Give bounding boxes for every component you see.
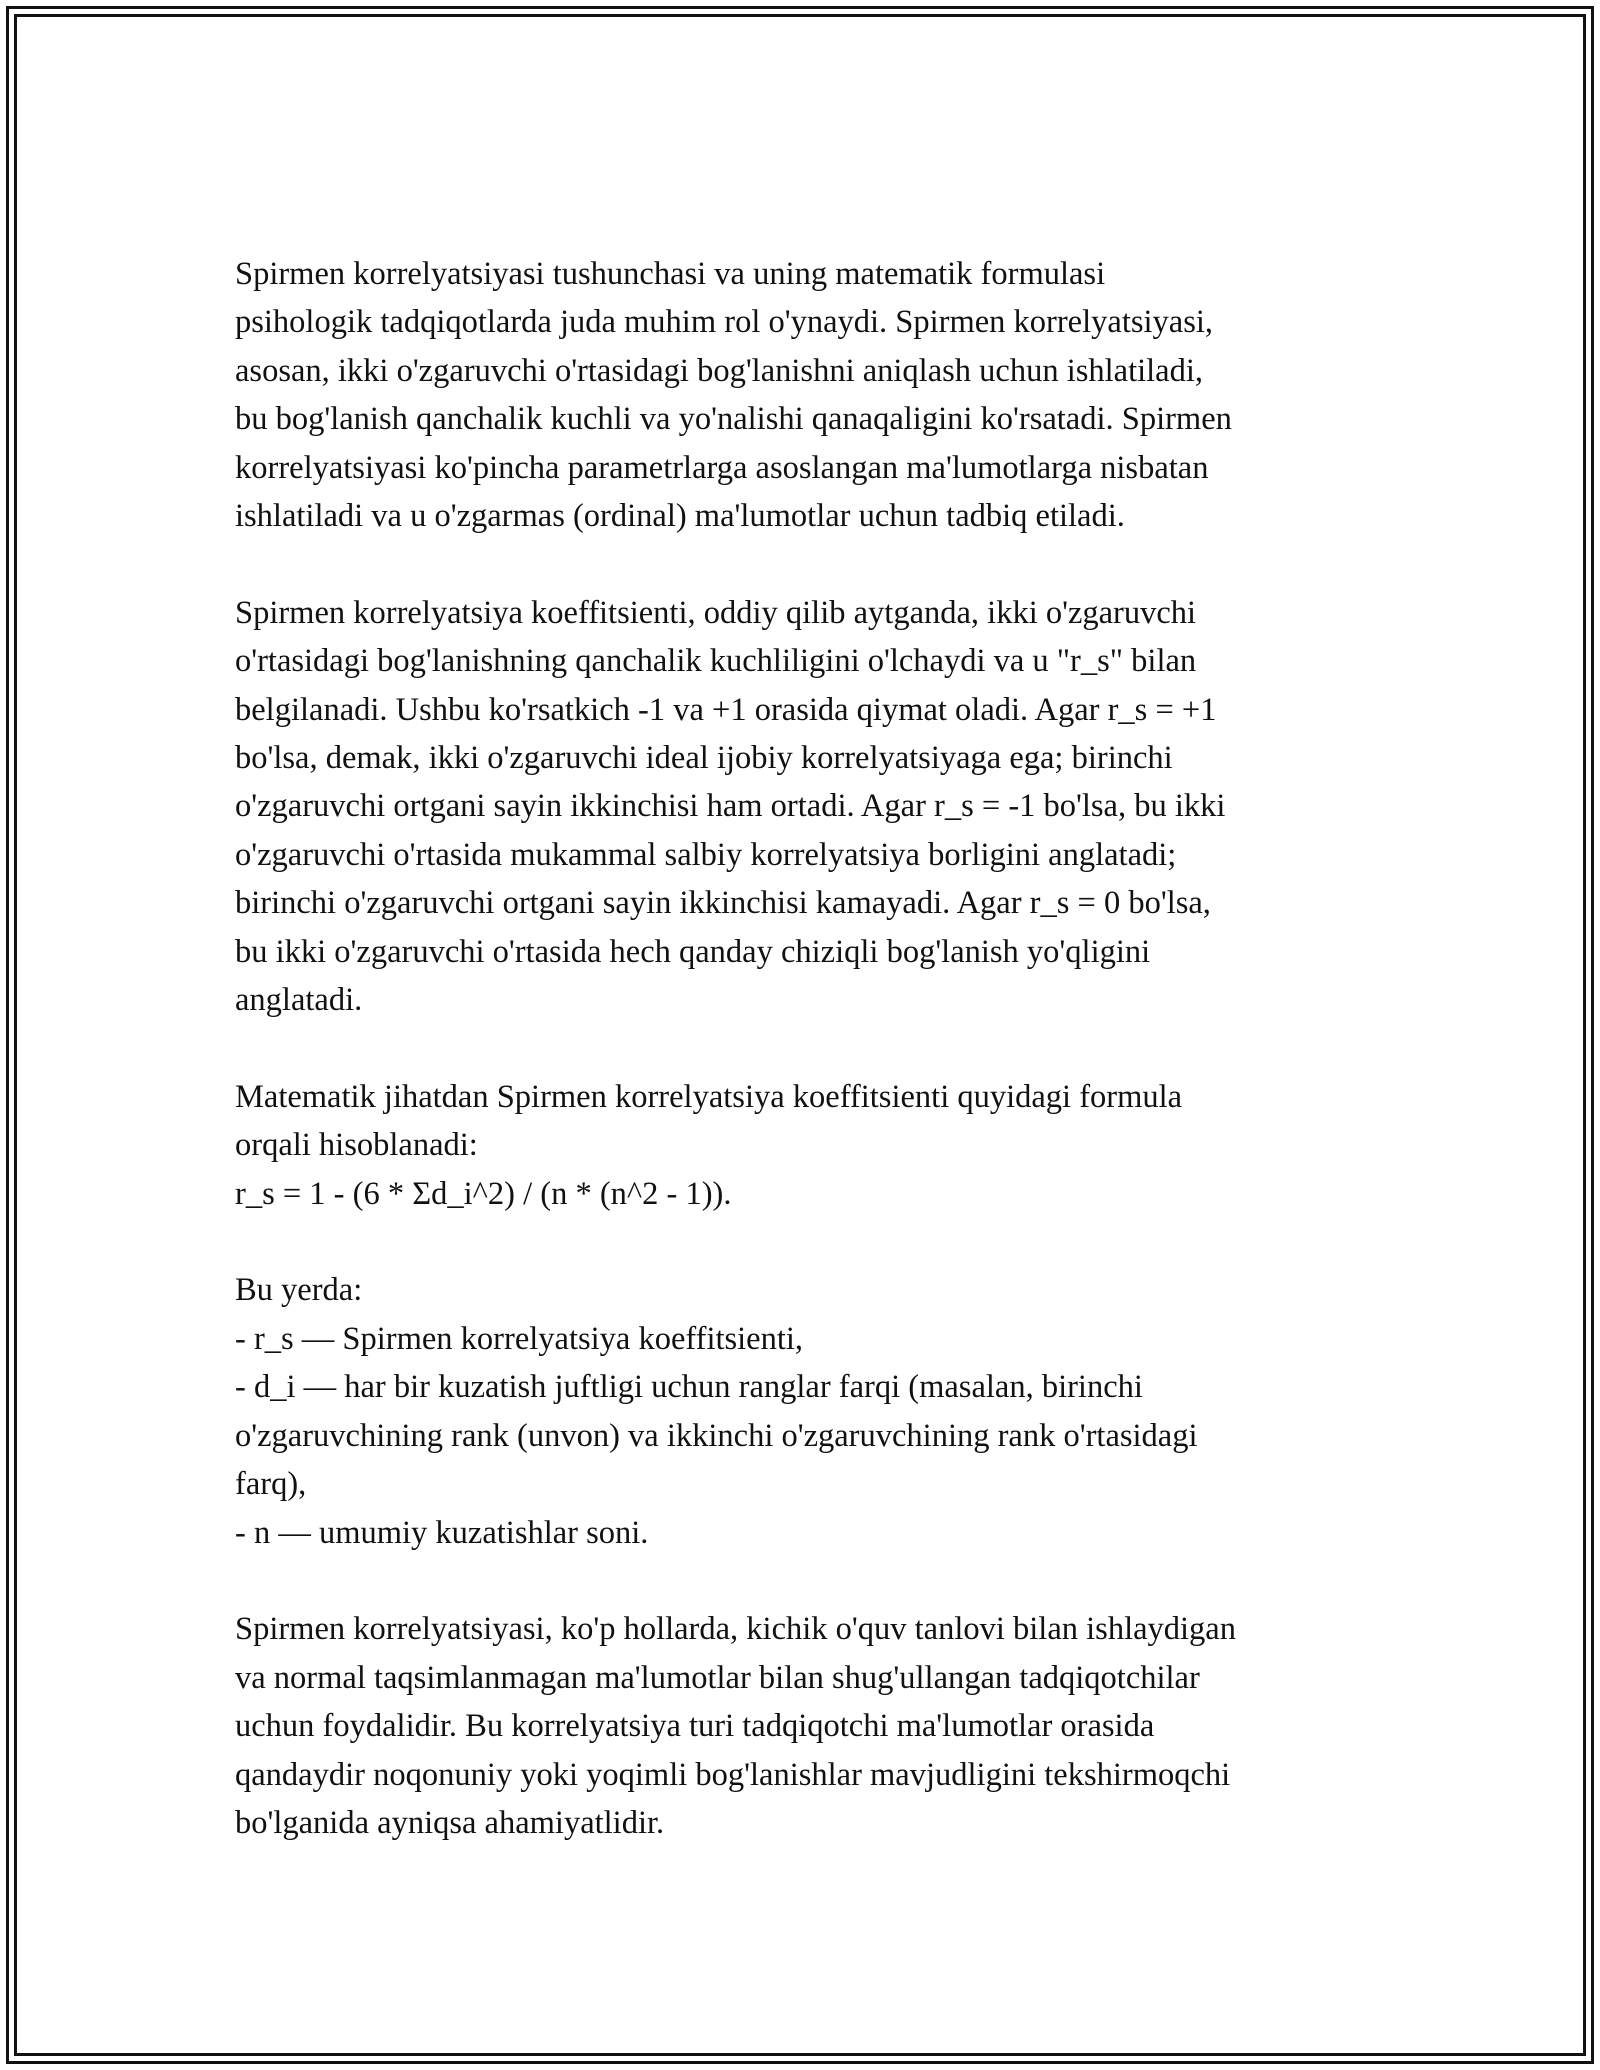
text-line: qandaydir noqonuniy yoki yoqimli bog'lanishlar mavjudligini tekshirmoqchi [235, 1756, 1231, 1793]
text-line: Bu yerda: [235, 1272, 363, 1309]
text-line: belgilanadi. Ushbu ko'rsatkich -1 va +1 orasida qiymat oladi. Agar r_s = +1 [235, 691, 1217, 728]
text-line: farq), [235, 1466, 307, 1503]
paragraph-conclusion [235, 1605, 1415, 1847]
text-line: Spirmen korrelyatsiyasi, ko'p hollarda, kichik o'quv tanlovi bilan ishlaydigan [235, 1611, 1236, 1648]
text-line: birinchi o'zgaruvchi ortgani sayin ikkinchisi kamayadi. Agar r_s = 0 bo'lsa, [235, 885, 1211, 922]
text-line: o'zgaruvchi o'rtasida mukammal salbiy korrelyatsiya borligini anglatadi; [235, 836, 1177, 873]
text-line: Matematik jihatdan Spirmen korrelyatsiya koeffitsienti quyidagi formula [235, 1078, 1183, 1115]
text-line: bu ikki o'zgaruvchi o'rtasida hech qanday chiziqli bog'lanish yo'qligini [235, 933, 1151, 970]
text-line: bo'lsa, demak, ikki o'zgaruvchi ideal ijobiy korrelyatsiyaga ega; birinchi [235, 740, 1173, 777]
text-line: o'rtasidagi bog'lanishning qanchalik kuchliligini o'lchaydi va u "r_s" bilan [235, 643, 1197, 680]
paragraph-formula [235, 1073, 1415, 1218]
text-line: bu bog'lanish qanchalik kuchli va yo'nalishi qanaqaligini ko'rsatadi. Spirmen [235, 401, 1232, 438]
text-line: ishlatiladi va u o'zgarmas (ordinal) ma'lumotlar uchun tadbiq etiladi. [235, 498, 1125, 535]
text-line: va normal taqsimlanmagan ma'lumotlar bilan shug'ullangan tadqiqotchilar [235, 1659, 1200, 1696]
text-line: orqali hisoblanadi: [235, 1127, 478, 1164]
paragraph-definitions [235, 1266, 1415, 1556]
text-line: uchun foydalidir. Bu korrelyatsiya turi tadqiqotchi ma'lumotlar orasida [235, 1708, 1155, 1745]
text-line: bo'lganida ayniqsa ahamiyatlidir. [235, 1804, 665, 1841]
text-line: Spirmen korrelyatsiya koeffitsienti, oddiy qilib aytganda, ikki o'zgaruvchi [235, 594, 1197, 631]
definition-item: - d_i — har bir kuzatish juftligi uchun ranglar farqi (masalan, birinchi [235, 1369, 1143, 1406]
definition-item: - r_s — Spirmen korrelyatsiya koeffitsienti, [235, 1320, 804, 1357]
definition-item: - n — umumiy kuzatishlar soni. [235, 1514, 649, 1551]
formula-line: r_s = 1 - (6 * Σd_i^2) / (n * (n^2 - 1)). [235, 1175, 732, 1212]
text-line: asosan, ikki o'zgaruvchi o'rtasidagi bog'lanishni aniqlash uchun ishlatiladi, [235, 352, 1204, 389]
text-line: Spirmen korrelyatsiyasi tushunchasi va uning matematik formulasi [235, 256, 1106, 292]
text-line: o'zgaruvchining rank (unvon) va ikkinchi o'zgaruvchining rank o'rtasidagi [235, 1417, 1198, 1454]
paragraph-coefficient [235, 589, 1415, 1025]
text-line: psihologik tadqiqotlarda juda muhim rol o'ynaydi. Spirmen korrelyatsiyasi, [235, 304, 1213, 341]
paragraph-intro [235, 250, 1415, 540]
document-body [235, 250, 1415, 1896]
text-line: korrelyatsiyasi ko'pincha parametrlarga asoslangan ma'lumotlarga nisbatan [235, 449, 1209, 486]
text-line: anglatadi. [235, 982, 363, 1019]
text-line: o'zgaruvchi ortgani sayin ikkinchisi ham ortadi. Agar r_s = -1 bo'lsa, bu ikki [235, 788, 1226, 825]
